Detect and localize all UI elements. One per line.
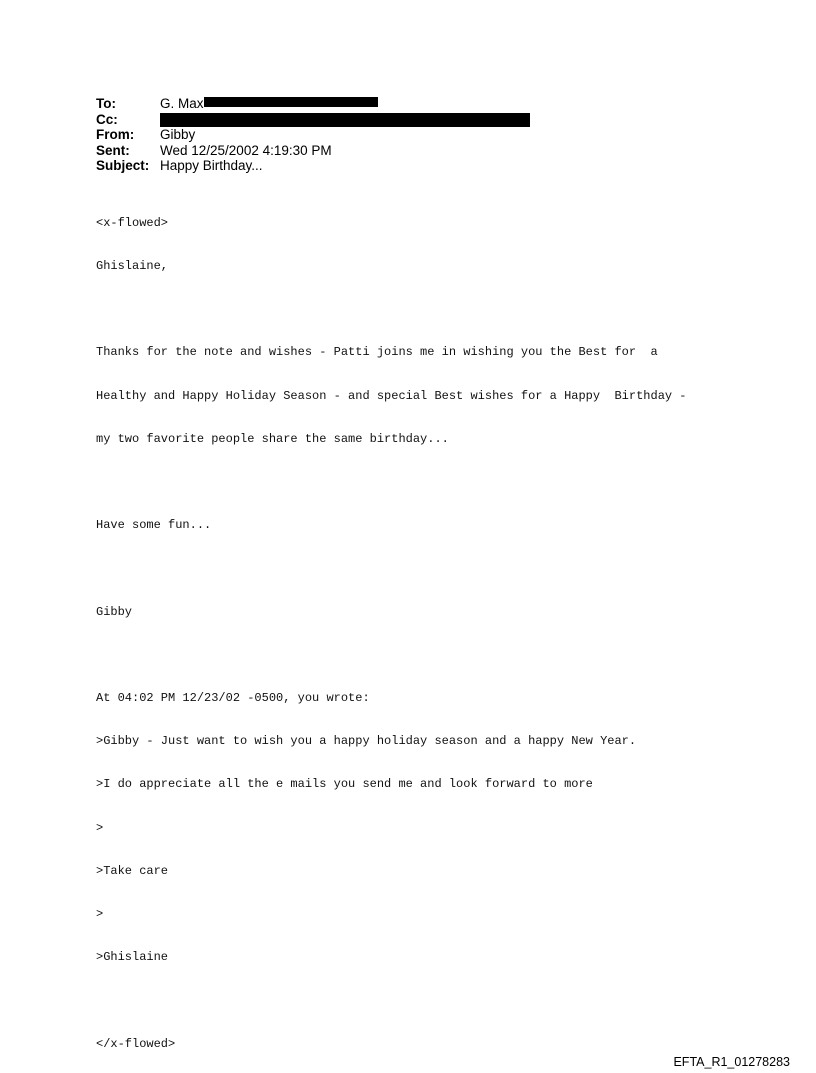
body-line xyxy=(96,648,687,662)
email-body xyxy=(96,187,687,1065)
body-line: >Ghislaine xyxy=(96,950,169,965)
body-line: > xyxy=(96,907,104,922)
body-line: >Gibby - Just want to wish you a happy holiday season and a happy New Year. xyxy=(96,734,637,749)
sent-value: Wed 12/25/2002 4:19:30 PM xyxy=(160,142,332,158)
body-line xyxy=(96,302,687,316)
body-line: </x-flowed> xyxy=(96,1036,176,1051)
redaction-box xyxy=(204,97,378,107)
body-line: Healthy and Happy Holiday Season - and special Best wishes for a Happy Birthday - xyxy=(96,388,687,403)
body-line: At 04:02 PM 12/23/02 -0500, you wrote: xyxy=(96,691,370,706)
body-line: Ghislaine, xyxy=(96,259,169,274)
cc-value xyxy=(160,112,530,128)
body-line: > xyxy=(96,820,104,835)
subject-value: Happy Birthday... xyxy=(160,158,263,173)
cc-label: Cc: xyxy=(96,111,118,127)
body-line: <x-flowed> xyxy=(96,215,169,230)
from-label: From: xyxy=(96,127,135,142)
body-line xyxy=(96,475,687,489)
sent-row xyxy=(96,143,530,159)
body-line: Thanks for the note and wishes - Patti joins me in wishing you the Best for a xyxy=(96,345,658,360)
to-label: To: xyxy=(96,96,116,111)
body-line: Gibby xyxy=(96,604,133,619)
body-line xyxy=(96,993,687,1007)
document-id: EFTA_R1_01278283 xyxy=(673,1055,790,1069)
body-line xyxy=(96,561,687,575)
body-line: >Take care xyxy=(96,863,169,878)
subject-row xyxy=(96,158,530,174)
from-row xyxy=(96,127,530,143)
email-header xyxy=(96,96,530,174)
body-line: >I do appreciate all the e mails you send me and look forward to more xyxy=(96,777,593,792)
to-value xyxy=(160,96,378,112)
subject-label: Subject: xyxy=(96,158,150,173)
body-line: my two favorite people share the same birthday... xyxy=(96,431,449,446)
redaction-box xyxy=(160,113,530,127)
body-line: Have some fun... xyxy=(96,518,212,533)
to-name: G. Max xyxy=(160,96,204,111)
to-row xyxy=(96,96,530,112)
from-value: Gibby xyxy=(160,127,196,142)
cc-row xyxy=(96,112,530,128)
sent-label: Sent: xyxy=(96,142,130,158)
